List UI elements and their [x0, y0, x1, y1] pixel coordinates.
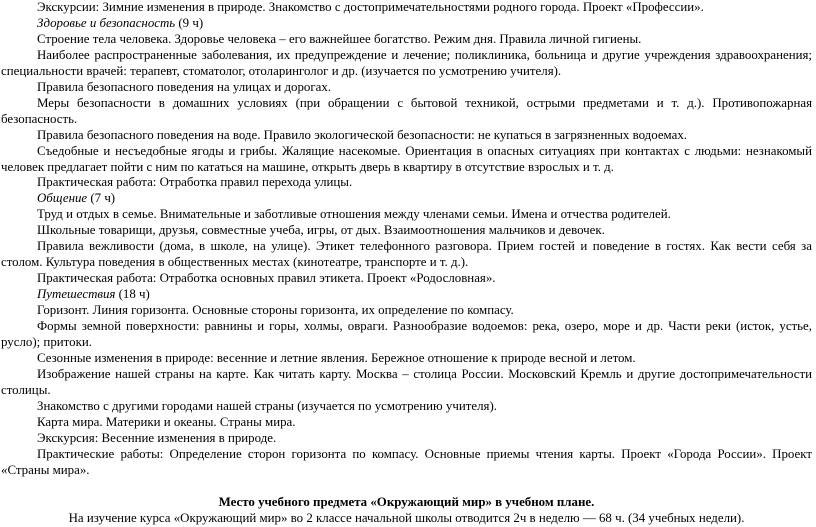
section-travel [1, 287, 812, 303]
curriculum-place-heading: Место учебного предмета «Окружающий мир» в учебном плане. [218, 494, 595, 509]
paragraph-excursion-spring: Экскурсия: Весенние изменения в природе. [37, 430, 277, 445]
paragraph-seasonal-changes: Сезонные изменения в природе: весенние и летние явления. Бережное отношение к природе весной и летом. [37, 350, 636, 365]
section-title: Здоровье и безопасность [37, 15, 176, 30]
section-health-safety [1, 16, 812, 32]
paragraph-land-forms: Формы земной поверхности: равнины и горы, холмы, овраги. Разнообразие водоемов: река, озеро, море и др. Части реки (исток, устье, русло); притоки. [1, 319, 812, 350]
section-title: Общение [37, 191, 88, 206]
paragraph-horizon: Горизонт. Линия горизонта. Основные стороны горизонта, их определение по компасу. [37, 303, 514, 318]
paragraph-excursions-winter: Экскурсии: Зимние изменения в природе. Знакомство с достопримечательностями родного города. Проект «Профессии». [37, 0, 704, 14]
section-title: Путешествия [37, 287, 116, 302]
paragraph-family: Труд и отдых в семье. Внимательные и заботливые отношения между членами семьи. Имена и отчества родителей. [37, 207, 671, 222]
paragraph-politeness: Правила вежливости (дома, в школе, на улице). Этикет телефонного разговора. Прием гостей и поведение в гостях. Как вести себя за столом. Культура поведения в общественных местах (кинотеатре, транспорте и т. д.). [1, 239, 812, 270]
paragraph-practical-works: Практические работы: Определение сторон горизонта по компасу. Основные приемы чтения карты. Проект «Города России». Проект «Страны мира». [1, 446, 812, 477]
section-hours: (9 ч) [175, 15, 204, 30]
curriculum-hours-text: На изучение курса «Окружающий мир» во 2 классе начальной школы отводится 2ч в неделю — 68 ч. (34 учебных недели). [68, 510, 745, 525]
paragraph-world-map: Карта мира. Материки и океаны. Страны мира. [37, 414, 296, 429]
section-communication [1, 191, 812, 207]
paragraph-practical-crossing: Практическая работа: Отработка правил перехода улицы. [37, 175, 353, 190]
paragraph-other-cities: Знакомство с другими городами нашей страны (изучается по усмотрению учителя). [37, 398, 497, 413]
paragraph-street-safety: Правила безопасного поведения на улицах и дорогах. [37, 79, 332, 94]
paragraph-home-safety: Меры безопасности в домашних условиях (при обращении с бытовой техникой, острыми предметами и т. д.). Противопожарная безопасность. [1, 95, 812, 126]
paragraph-water-safety: Правила безопасного поведения на воде. Правило экологической безопасности: не купаться в загрязненных водоемах. [37, 127, 687, 142]
paragraph-school-friends: Школьные товарищи, друзья, совместные учеба, игры, от дых. Взаимоотношения мальчиков и девочек. [37, 223, 605, 238]
paragraph-berries-mushrooms: Съедобные и несъедобные ягоды и грибы. Жалящие насекомые. Ориентация в опасных ситуациях при контактах с людьми: незнакомый человек предлагает пойти с ним по кататься на машине, открыть дверь в квартиру в отсутствие взрослых и т. д. [1, 143, 812, 174]
paragraph-body-structure: Строение тела человека. Здоровье человека – его важнейшее богатство. Режим дня. Правила личной гигиены. [37, 31, 642, 46]
paragraph-practical-etiquette: Практическая работа: Отработка основных правил этикета. Проект «Родословная». [37, 271, 496, 286]
paragraph-diseases: Наиболее распространенные заболевания, их предупреждение и лечение; поликлиника, больница и другие учреждения здравоохранения; специальности врачей: терапевт, стоматолог, отоларинголог и др. (изучается по усмотрению учителя). [1, 47, 812, 78]
section-hours: (7 ч) [87, 191, 116, 206]
paragraph-map-moscow: Изображение нашей страны на карте. Как читать карту. Москва – столица России. Московский Кремль и другие достопримечательности столицы. [1, 366, 812, 397]
section-hours: (18 ч) [115, 287, 150, 302]
